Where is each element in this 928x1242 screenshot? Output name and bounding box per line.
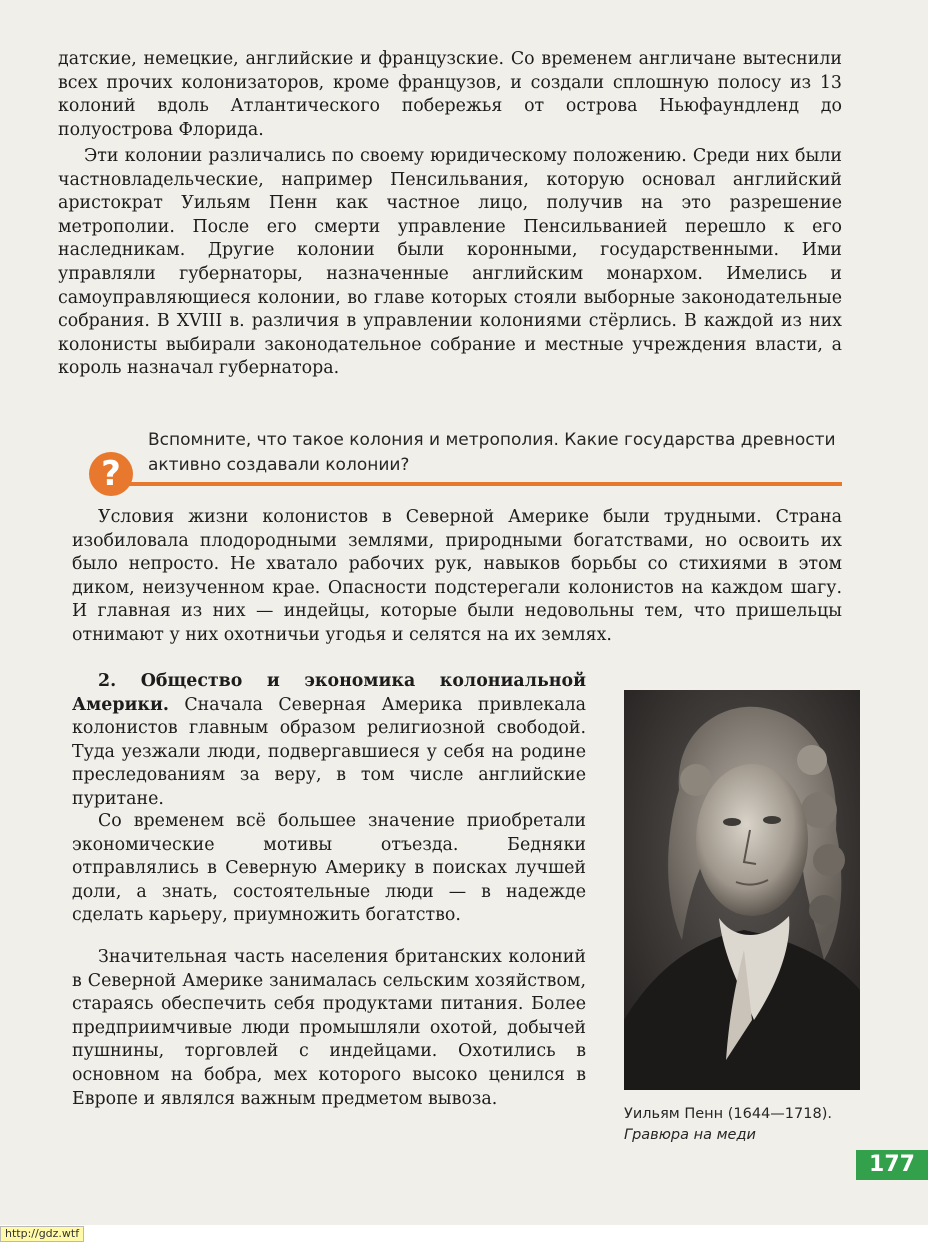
paragraph-3 <box>72 506 842 648</box>
paragraph-2 <box>58 145 842 381</box>
paragraph-6 <box>72 946 586 1111</box>
paragraph-2-text: Эти колонии различались по своему юридическому положению. Среди них были частновладельческие, например Пенсильвания, которую основал английский аристократ Уильям Пенн как частное лицо, получив на это разрешение метрополии. После его смерти управление Пенсильванией перешло к его наследникам. Другие колонии были коронными, государственными. Ими управляли губернаторы, назначенные английским монархом. Имелись и самоуправляющиеся колонии, во главе которых стояли выборные законодательные собрания. В XVIII в. различия в управлении колониями стёрлись. В каждой из них колонисты выбирали законодательное собрание и местные учреждения власти, а король назначал губернатора. <box>58 146 842 379</box>
review-question <box>86 426 846 506</box>
portrait-engraving <box>624 690 860 1090</box>
question-mark-icon: ? <box>89 452 133 496</box>
portrait-image <box>624 690 860 1090</box>
figure-caption <box>624 1104 860 1146</box>
paragraph-5-text: Со временем всё большее значение приобретали экономические мотивы отъезда. Бедняки отправлялись в Северную Америку в поисках лучшей доли, а знать, состоятельные люди — в надежде сделать карьеру, приумножить богатство. <box>72 811 586 926</box>
paragraph-6-text: Значительная часть населения британских колоний в Северной Америке занималась сельским хозяйством, стараясь обеспечить себя продуктами питания. Более предприимчивые люди промышляли охотой, добычей пушнины, торговлей с индейцами. Охотились в основном на бобра, мех которого высоко ценился в Европе и являлся важным предметом вывоза. <box>72 947 586 1109</box>
page-number: 177 <box>856 1150 928 1180</box>
caption-italic: Гравюра на меди <box>624 1127 756 1143</box>
paragraph-3-text: Условия жизни колонистов в Северной Америке были трудными. Страна изобиловала плодородными землями, природными богатствами, но освоить их было непросто. Не хватало рабочих рук, навыков борьбы со стихиями в этом диком, неизученном крае. Опасности подстерегали колонистов на каждом шагу. И главная из них — индейцы, которые были недовольны тем, что пришельцы отнимают у них охотничьи угодья и селятся на их землях. <box>72 507 842 645</box>
caption-main: Уильям Пенн (1644—1718). <box>624 1106 832 1122</box>
paragraph-4 <box>72 670 586 812</box>
watermark-link[interactable]: http://gdz.wtf <box>0 1226 84 1242</box>
section-heading: 2. Общество и экономика колониальной Америки. <box>72 671 586 715</box>
question-underline <box>120 482 842 486</box>
paragraph-1: датские, немецкие, английские и французские. Со временем англичане вытеснили всех прочих колонизаторов, кроме французов, и создали сплошную полосу из 13 колоний вдоль Атлантического побережья от острова Ньюфаундленд до полуострова Флорида. <box>58 49 842 140</box>
question-text: Вспомните, что такое колония и метрополия. Какие государства древности активно создавали колонии? <box>148 430 836 475</box>
paragraph-5 <box>72 810 586 928</box>
paragraph-4-text: Сначала Северная Америка привлекала колонистов главным образом религиозной свободой. Туда уезжали люди, подвергавшиеся у себя на родине преследованиям за веру, в том числе английские пуритане. <box>72 694 587 809</box>
